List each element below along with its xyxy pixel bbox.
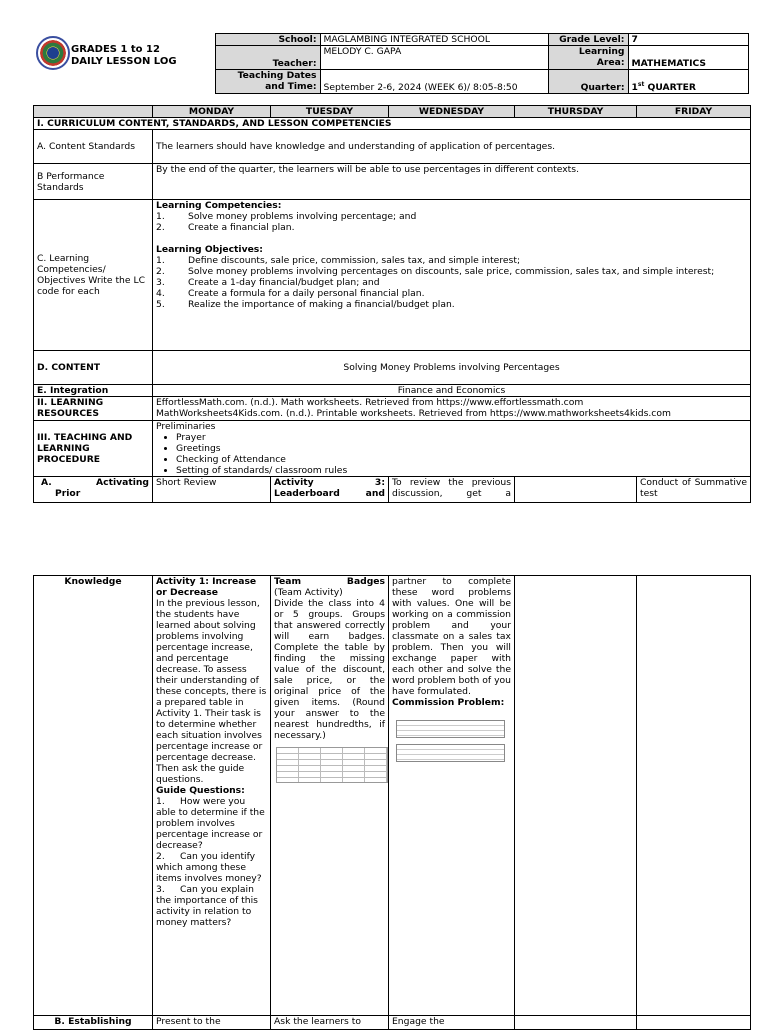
activating-tuesday	[271, 576, 389, 1016]
preliminaries-list	[156, 432, 747, 476]
preliminary-item: • Setting of standards/ classroom rules	[176, 465, 747, 476]
lo-item-number: 5.	[156, 299, 165, 310]
preliminary-item: • Checking of Attendance	[176, 454, 747, 465]
lo-item-number: 2.	[156, 266, 165, 277]
lesson-table-continued	[33, 575, 751, 1030]
guide-question-number: 2.	[156, 851, 165, 862]
activating-monday	[153, 576, 271, 1016]
learning-area-label-1: Learning	[578, 46, 625, 57]
wednesday-activity-body: partner to complete these word problems with values. One will be working on a commission problem and your classmate on a sales tax problem. Then you will exchange paper with each other and solve the word problem both of you have formulated.	[392, 576, 511, 697]
commission-problem-image	[396, 720, 505, 738]
lo-item-text: Create a 1-day financial/budget plan; and	[188, 277, 380, 288]
day-tuesday: TUESDAY	[271, 106, 389, 118]
lo-item-text: Define discounts, sale price, commission, sales tax, and simple interest;	[188, 255, 521, 266]
discount-table-image	[276, 747, 388, 783]
day-thursday: THURSDAY	[515, 106, 637, 118]
performance-standards-label: B Performance Standards	[34, 164, 153, 200]
learning-area-label	[548, 46, 628, 70]
tue-top-c: Leaderboard	[274, 488, 340, 499]
guide-question-text: Can you explain the importance of this activity in relation to money matters?	[156, 884, 258, 928]
tuesday-activity-sub: (Team Activity)	[274, 587, 343, 598]
lc-item-text: Solve money problems involving percentage; and	[188, 211, 417, 222]
activating-friday-top: Conduct of Summative test	[637, 477, 751, 503]
quarter-number: 1	[631, 82, 638, 93]
day-friday: FRIDAY	[637, 106, 751, 118]
resource-line-2: MathWorksheets4Kids.com. (n.d.). Printable worksheets. Retrieved from https://www.mathworksheets4kids.com	[156, 408, 671, 419]
activating-letter: A.	[41, 477, 52, 488]
content-label: D. CONTENT	[34, 351, 153, 385]
lo-item	[156, 266, 747, 277]
learning-area-value: MATHEMATICS	[628, 46, 748, 70]
dll-title	[71, 44, 177, 68]
sales-tax-problem-image	[396, 744, 505, 762]
guide-questions-heading: Guide Questions:	[156, 785, 245, 796]
resources-label: II. LEARNING RESOURCES	[34, 397, 153, 421]
lc-heading: Learning Competencies:	[156, 200, 282, 211]
guide-question-number: 3.	[156, 884, 165, 895]
dates-label-2: and Time:	[265, 81, 317, 92]
activating-label	[34, 477, 153, 503]
establishing-wednesday: Engage the	[389, 1016, 515, 1030]
dates-label	[215, 70, 320, 94]
lesson-table-page2	[33, 575, 750, 1030]
quarter-label: Quarter:	[548, 70, 628, 94]
lo-item	[156, 288, 747, 299]
content-standards-text: The learners should have knowledge and understanding of application of percentages.	[153, 130, 751, 164]
activating-prior: Prior	[55, 488, 81, 499]
procedure-cell	[153, 421, 751, 477]
tue-top-a: Activity	[274, 477, 314, 488]
integration-text: Finance and Economics	[153, 385, 751, 397]
lo-item-number: 3.	[156, 277, 165, 288]
quarter-suffix: st	[637, 80, 645, 88]
lo-heading: Learning Objectives:	[156, 244, 263, 255]
activating-thursday-top	[515, 477, 637, 503]
tue-top-d: and	[365, 488, 385, 499]
lesson-table	[33, 105, 751, 503]
lo-item-number: 4.	[156, 288, 165, 299]
deped-seal-icon	[36, 36, 70, 70]
competencies-cell	[153, 200, 751, 351]
guide-question	[156, 796, 267, 851]
establishing-tuesday: Ask the learners to	[271, 1016, 389, 1030]
day-wednesday: WEDNESDAY	[389, 106, 515, 118]
activating-friday	[637, 576, 751, 1016]
day-monday: MONDAY	[153, 106, 271, 118]
content-standards-label: A. Content Standards	[34, 130, 153, 164]
day-header-blank	[34, 106, 153, 118]
grade-value: 7	[628, 34, 748, 46]
lo-item	[156, 255, 747, 266]
header-table	[33, 33, 749, 94]
lo-item	[156, 277, 747, 288]
quarter-value	[628, 70, 748, 94]
activating-wednesday-top: To review the previous discussion, get a	[389, 477, 515, 503]
establishing-friday	[637, 1016, 751, 1030]
tuesday-activity-body: Divide the class into 4 or 5 groups. Groups that answered correctly will earn badges. Complete the table by finding the missing value of the discount, sale price, or the original price of the given items. (Round your answer to the nearest hundredths, if necessary.)	[274, 598, 385, 741]
lc-item-number: 2.	[156, 222, 165, 233]
preliminary-item: • Prayer	[176, 432, 747, 443]
resources-cell	[153, 397, 751, 421]
guide-question	[156, 851, 267, 884]
monday-activity-body: In the previous lesson, the students have learned about solving problems involving percentage increase, and percentage decrease. To assess their understanding of these concepts, there is a prepared table in Activity 1. Their task is to determine whether each situation involves percentage increase or percentage decrease. Then ask the guide questions.	[156, 598, 267, 785]
competencies-label: C. Learning Competencies/ Objectives Write the LC code for each	[34, 200, 153, 351]
establishing-monday: Present to the	[153, 1016, 271, 1030]
tuesday-activity-title: Team Badges	[274, 576, 385, 587]
section-curriculum-heading: I. CURRICULUM CONTENT, STANDARDS, AND LESSON COMPETENCIES	[34, 118, 751, 130]
performance-standards-text: By the end of the quarter, the learners will be able to use percentages in different contexts.	[153, 164, 751, 200]
integration-label: E. Integration	[34, 385, 153, 397]
lo-item-text: Realize the importance of making a financial/budget plan.	[188, 299, 455, 310]
school-value: MAGLAMBING INTEGRATED SCHOOL	[320, 34, 548, 46]
procedure-label: III. TEACHING AND LEARNING PROCEDURE	[34, 421, 153, 477]
content-text: Solving Money Problems involving Percentages	[153, 351, 751, 385]
lo-item	[156, 299, 747, 310]
lo-item-text: Solve money problems involving percentages on discounts, sale price, commission, sales tax, and simple interest;	[188, 266, 715, 277]
school-label: School:	[215, 34, 320, 46]
commission-problem-heading: Commission Problem:	[392, 697, 505, 708]
activating-wednesday	[389, 576, 515, 1016]
grade-label: Grade Level:	[548, 34, 628, 46]
activating-tuesday-top	[271, 477, 389, 503]
learning-area-label-2: Area:	[596, 57, 625, 68]
teacher-value: MELODY C. GAPA	[320, 46, 548, 70]
preliminaries-heading: Preliminaries	[156, 421, 216, 432]
dll-title-line1: GRADES 1 to 12	[71, 43, 160, 55]
lo-item-text: Create a formula for a daily personal financial plan.	[188, 288, 425, 299]
guide-question-number: 1.	[156, 796, 165, 807]
dll-title-line2: DAILY LESSON LOG	[71, 55, 177, 67]
quarter-text: QUARTER	[644, 82, 696, 93]
lc-item	[156, 222, 747, 233]
lc-item	[156, 211, 747, 222]
teacher-label: Teacher:	[215, 46, 320, 70]
guide-question	[156, 884, 267, 928]
lo-item-number: 1.	[156, 255, 165, 266]
activating-label-continued: Knowledge	[34, 576, 153, 1016]
guide-question-text: Can you identify which among these items involves money?	[156, 851, 262, 884]
activating-word: Activating	[96, 477, 149, 488]
monday-activity-title: Activity 1: Increase or Decrease	[156, 576, 257, 598]
resource-line-1: EffortlessMath.com. (n.d.). Math worksheets. Retrieved from https://www.effortlessmath.com	[156, 397, 584, 408]
lc-item-number: 1.	[156, 211, 165, 222]
header-block	[33, 33, 748, 94]
lesson-table-page1	[33, 105, 750, 503]
activating-monday-top: Short Review	[153, 477, 271, 503]
preliminary-item: • Greetings	[176, 443, 747, 454]
tue-top-b: 3:	[374, 477, 385, 488]
guide-question-text: How were you able to determine if the problem involves percentage increase or decrease?	[156, 796, 265, 851]
dates-value: September 2-6, 2024 (WEEK 6)/ 8:05-8:50	[320, 70, 548, 94]
establishing-label: B. Establishing	[34, 1016, 153, 1030]
activating-thursday	[515, 576, 637, 1016]
establishing-thursday	[515, 1016, 637, 1030]
header-logo-cell	[33, 34, 215, 94]
lc-item-text: Create a financial plan.	[188, 222, 295, 233]
dates-label-1: Teaching Dates	[237, 70, 317, 81]
